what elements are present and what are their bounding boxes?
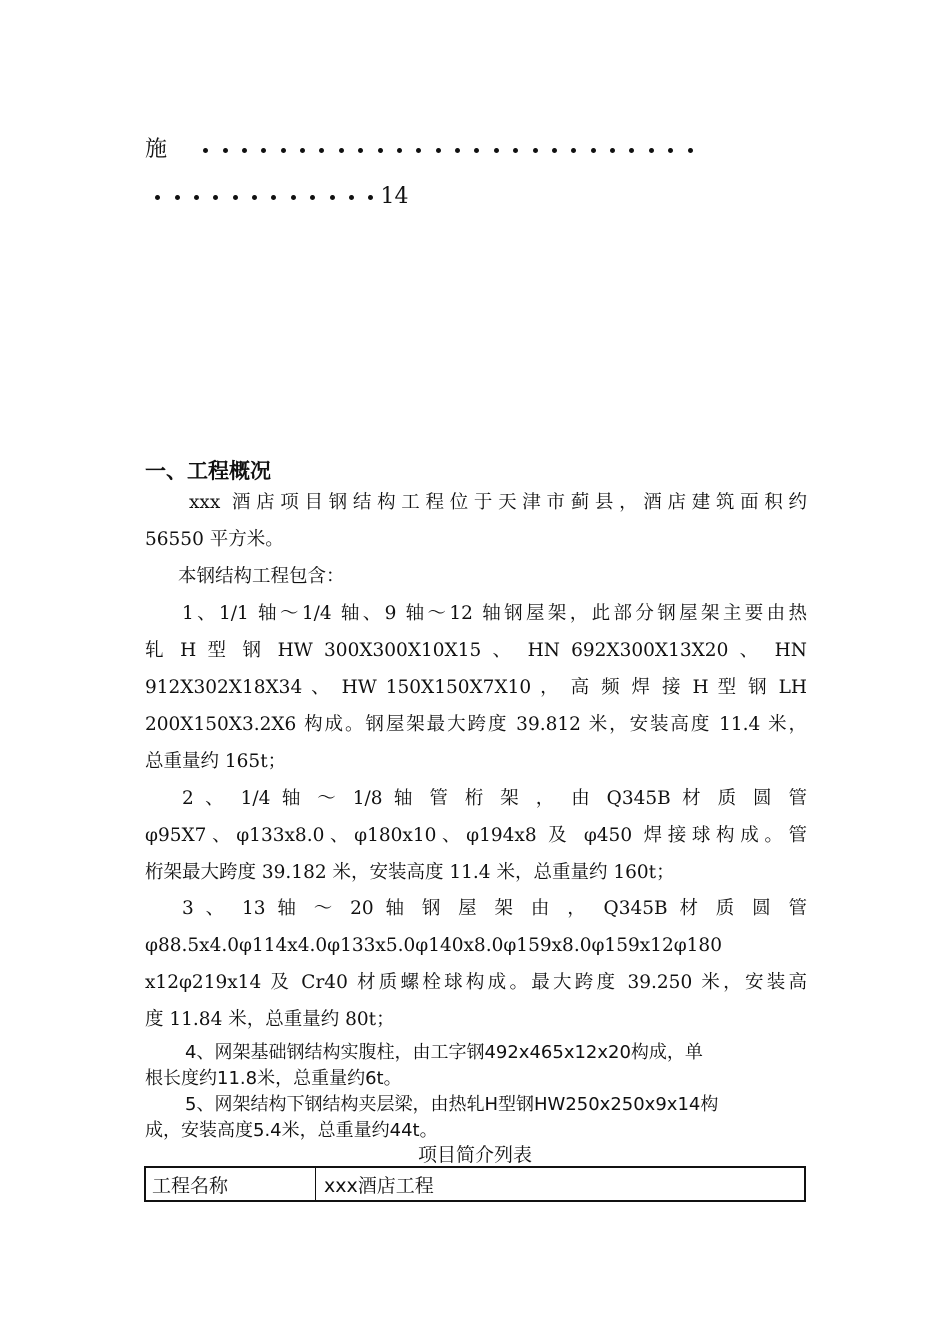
paragraph-line: 3 、 13 轴 ～ 20 轴 钢 屋 架 由 ， Q345B 材 质 圆 管 — [182, 898, 807, 919]
leader-dot — [175, 195, 180, 200]
leader-dot — [310, 195, 315, 200]
leader-dot — [552, 148, 557, 153]
leader-dot — [591, 148, 596, 153]
leader-dot — [281, 148, 286, 153]
paragraph-scope-intro — [145, 558, 807, 595]
paragraph-line: 1、1/1 轴～1/4 轴、9 轴～12 轴钢屋架，此部分钢屋架主要由热 — [182, 603, 807, 624]
leader-dot — [261, 148, 266, 153]
paragraph-line: 5、网架结构下钢结构夹层梁，由热轧H型钢HW250x250x9x14构 — [185, 1094, 719, 1115]
leader-dot — [649, 148, 654, 153]
toc-page-number: 14 — [380, 184, 409, 209]
toc-entry-line-2 — [148, 184, 409, 209]
paragraph-overview — [145, 484, 807, 558]
section-heading: 一、工程概况 — [145, 459, 271, 483]
paragraph-item-1 — [145, 595, 807, 780]
leader-dot — [319, 148, 324, 153]
paragraph-line: 轧 H 型 钢 HW 300X300X10X15 、 HN 692X300X13X20 、 HN — [145, 640, 807, 661]
paragraph-line: 912X302X18X34 、 HW 150X150X7X10 ， 高 频 焊 接 H 型 钢 LH — [145, 677, 807, 698]
leader-dot — [378, 148, 383, 153]
leader-dot — [213, 195, 218, 200]
paragraph-line: 2 、 1/4 轴 ～ 1/8 轴 管 桁 架 ， 由 Q345B 材 质 圆 管 — [182, 788, 807, 809]
leader-dot — [668, 148, 673, 153]
paragraph-line: 根长度约11.8米，总重量约6t。 — [145, 1068, 402, 1089]
paragraph-line: 200X150X3.2X6 构成。钢屋架最大跨度 39.812 米，安装高度 11.4 米， — [145, 714, 807, 735]
paragraph-line: 成，安装高度5.4米，总重量约44t。 — [145, 1120, 438, 1141]
toc-leader-dots — [148, 184, 381, 209]
toc-entry-text: 施 — [145, 137, 168, 162]
paragraph-line: φ88.5x4.0φ114x4.0φ133x5.0φ140x8.0φ159x8.0φ159x12φ180 — [145, 935, 722, 956]
project-table — [144, 1166, 806, 1202]
paragraph-item-5 — [145, 1092, 807, 1144]
paragraph-line: 本钢结构工程包含： — [178, 566, 345, 587]
toc-leader-dots — [196, 137, 700, 162]
leader-dot — [629, 148, 634, 153]
paragraph-line: x12φ219x14 及 Cr40 材质螺栓球构成。最大跨度 39.250 米，安装高 — [145, 972, 807, 993]
leader-dot — [571, 148, 576, 153]
leader-dot — [397, 148, 402, 153]
paragraph-line: 56550 平方米。 — [145, 529, 284, 550]
leader-dot — [242, 148, 247, 153]
leader-dot — [368, 195, 373, 200]
leader-dot — [494, 148, 499, 153]
paragraph-line: 度 11.84 米，总重量约 80t； — [145, 1009, 395, 1030]
paragraph-line: xxx 酒店项目钢结构工程位于天津市蓟县，酒店建筑面积约 — [189, 492, 807, 513]
paragraph-item-2 — [145, 780, 807, 891]
leader-dot — [252, 195, 257, 200]
table-cell-value: xxx酒店工程 — [324, 1174, 434, 1197]
leader-dot — [436, 148, 441, 153]
leader-dot — [513, 148, 518, 153]
paragraph-line: 4、网架基础钢结构实腹柱，由工字钢492x465x12x20构成，单 — [185, 1042, 703, 1063]
leader-dot — [533, 148, 538, 153]
leader-dot — [330, 195, 335, 200]
paragraph-line: 总重量约 165t； — [145, 751, 287, 772]
leader-dot — [203, 148, 208, 153]
paragraph-line: 桁架最大跨度 39.182 米，安装高度 11.4 米，总重量约 160t； — [145, 862, 675, 883]
leader-dot — [271, 195, 276, 200]
paragraph-item-3 — [145, 890, 807, 1038]
leader-dot — [194, 195, 199, 200]
leader-dot — [233, 195, 238, 200]
leader-dot — [339, 148, 344, 153]
toc-entry-line-1 — [145, 132, 700, 163]
leader-dot — [223, 148, 228, 153]
leader-dot — [474, 148, 479, 153]
table-caption: 项目简介列表 — [417, 1144, 532, 1166]
leader-dot — [610, 148, 615, 153]
leader-dot — [349, 195, 354, 200]
leader-dot — [358, 148, 363, 153]
leader-dot — [291, 195, 296, 200]
table-cell-label: 工程名称 — [146, 1168, 316, 1200]
leader-dot — [416, 148, 421, 153]
leader-dot — [155, 195, 160, 200]
paragraph-item-4 — [145, 1040, 807, 1092]
paragraph-line: φ95X7、φ133x8.0、φ180x10、φ194x8 及 φ450 焊接球构成。管 — [145, 825, 807, 846]
leader-dot — [300, 148, 305, 153]
leader-dot — [455, 148, 460, 153]
leader-dot — [688, 148, 693, 153]
